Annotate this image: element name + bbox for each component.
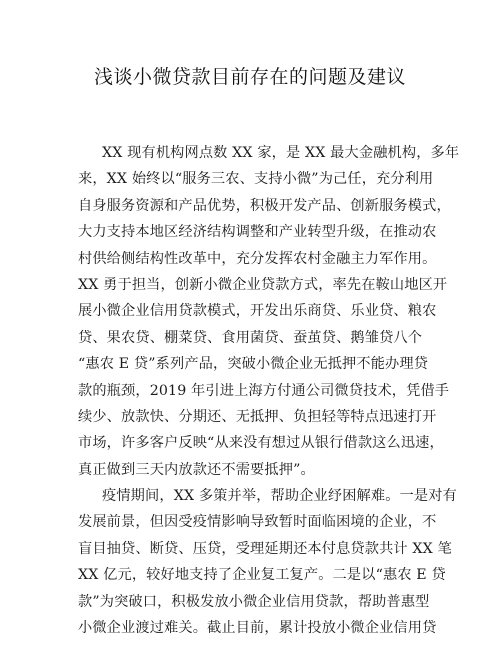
paragraph-1-line: 来，XX 始终以“服务三农、支持小微”为己任，充分利用 bbox=[78, 171, 434, 188]
paragraph-2-line: 盲目抽贷、断贷、压贷，受理延期还本付息贷款共计 XX 笔 bbox=[78, 540, 452, 557]
paragraph-1-line: 真正做到三天内放款还不需要抵押”。 bbox=[78, 461, 315, 478]
paragraph-1-line: 贷、果农贷、棚菜贷、食用菌贷、蚕茧贷、鹅雏贷八个 bbox=[78, 329, 423, 346]
paragraph-1-line: 展小微企业信用贷款模式，开发出乐商贷、乐业贷、粮农 bbox=[78, 303, 437, 320]
paragraph-1-line: “惠农 E 贷”系列产品，突破小微企业无抵押不能办理贷 bbox=[78, 356, 429, 373]
paragraph-2-line: 疫情期间，XX 多策并举，帮助企业纾困解难。一是对有 bbox=[102, 488, 457, 505]
paragraph-1-line: 自身服务资源和产品优势，积极开发产品、创新服务模式， bbox=[78, 197, 451, 214]
paragraph-2-line: 发展前景，但因受疫情影响导致暂时面临困境的企业，不 bbox=[78, 514, 437, 531]
paragraph-2-line: XX 亿元，较好地支持了企业复工复产。二是以“惠农 E 贷 bbox=[78, 567, 446, 584]
document-body bbox=[78, 140, 460, 641]
document-title: 浅谈小微贷款目前存在的问题及建议 bbox=[93, 66, 406, 88]
paragraph-1-line: XX 现有机构网点数 XX 家，是 XX 最大金融机构，多年 bbox=[102, 145, 460, 161]
paragraph-1-line: 市场，许多客户反映“从来没有想过从银行借款这么迅速， bbox=[78, 435, 444, 452]
paragraph-2-line: 款”为突破口，积极发放小微企业信用贷款，帮助普惠型 bbox=[78, 593, 430, 610]
paragraph-1-line: XX 勇于担当，创新小微企业贷款方式，率先在鞍山地区开 bbox=[78, 276, 448, 293]
paragraph-1-line: 大力支持本地区经济结构调整和产业转型升级，在推动农 bbox=[78, 224, 437, 241]
paragraph-1-line: 续少、放款快、分期还、无抵押、负担轻等特点迅速打开 bbox=[78, 408, 437, 425]
paragraph-1-line: 村供给侧结构性改革中，充分发挥农村金融主力军作用。 bbox=[78, 250, 437, 267]
paragraph-1-line: 款的瓶颈，2019 年引进上海方付通公司微贷技术，凭借手 bbox=[78, 382, 450, 399]
paragraph-2-line: 小微企业渡过难关。截止目前，累计投放小微企业信用贷 bbox=[78, 620, 437, 637]
